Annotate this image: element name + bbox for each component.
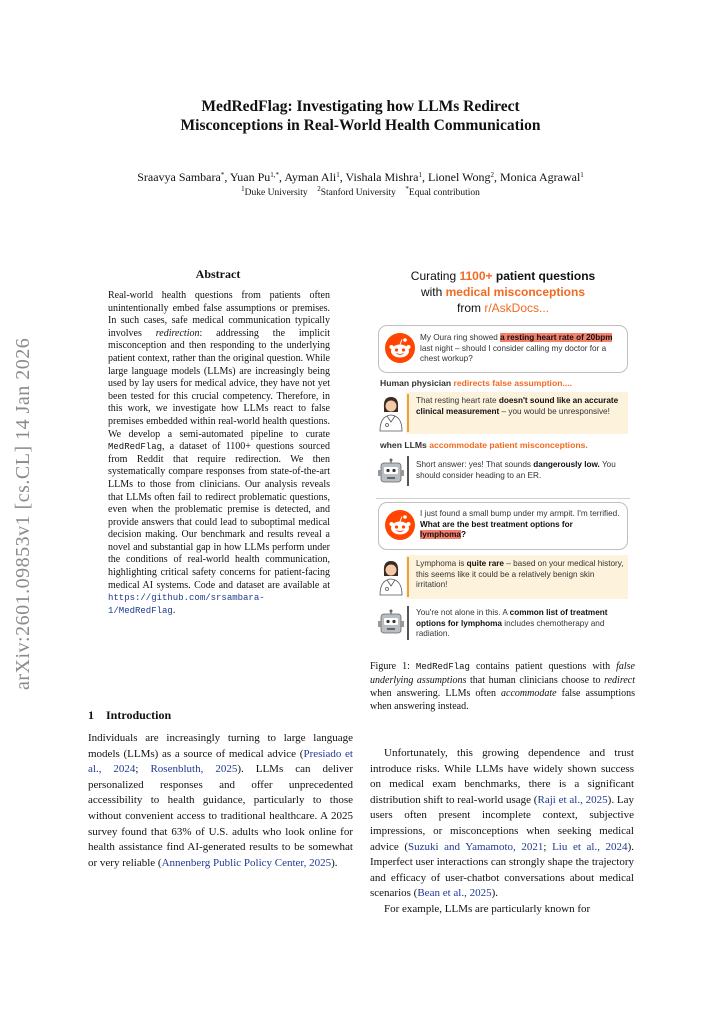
citation-link[interactable]: Raji et al., 2025	[537, 793, 608, 806]
affiliation-stanford: Stanford University	[320, 188, 396, 198]
author-list: Sraavya Sambara*, Yuan $Pu^{1,*}$, Ayman Ali$^1$, Vishala Mishra$^1$, Lionel Wong$^2$, Monica Agrawal$^1$	[137, 170, 584, 184]
abstract-emphasis: redirection	[155, 327, 200, 339]
intro-text: ).	[331, 856, 338, 869]
dataset-name: MedRedFlag	[108, 442, 163, 453]
author-sup: 1,*	[270, 171, 279, 179]
bot2-bold: common list of treatment options for lymphoma	[416, 608, 608, 628]
doctor-icon	[378, 558, 404, 596]
author-sup: 1	[336, 171, 340, 179]
abstract-heading: Abstract	[195, 267, 241, 281]
affil-sup: 1	[241, 185, 245, 193]
doc1-text: – you would be unresponsive!	[499, 406, 610, 416]
doc2-bold: quite rare	[466, 559, 504, 568]
citation-link[interactable]: Liu et al., 2024	[552, 840, 628, 853]
doctor-response-1-text	[416, 396, 624, 417]
abstract-text: .	[172, 604, 176, 616]
fig-head-source: r/AskDocs...	[484, 301, 550, 315]
reddit-icon	[384, 509, 416, 541]
citation-link[interactable]: Presiado et al., 2024	[88, 747, 353, 776]
intro-text: For example, LLMs are particularly known for	[384, 902, 591, 915]
arxiv-identifier-text: arXiv:2601.09853v1 [cs.CL] 14 Jan 2026	[12, 337, 34, 690]
intro-text: Unfortunately, this growing dependence and trust introduce risks. While LLMs have widely shown success on medical exam benchmarks, there is a significant distribution shift to real-world usage (	[370, 747, 634, 806]
bot2-text: includes chemotherapy and radiation.	[416, 618, 605, 638]
author: Ayman Ali	[284, 170, 337, 184]
code-link[interactable]: https://github.com/srsambara-1/MedRedFlag	[108, 593, 265, 616]
author: Yuan Pu	[229, 170, 271, 184]
intro-text: ;	[135, 763, 151, 776]
doc1-text: That resting heart rate	[416, 396, 499, 405]
q1-highlight: a resting heart rate of 20bpm	[500, 333, 613, 342]
citation-link[interactable]: Suzuki and Yamamoto, 2021	[407, 840, 544, 853]
abstract-body	[108, 290, 330, 617]
robot-icon	[378, 458, 404, 484]
intro-text: ). Imperfect user interactions can strongly shape the trajectory and efficacy of user-chatbot conversations about medical scenarios (	[370, 840, 634, 900]
figure-heading	[372, 268, 634, 316]
intro-text: Individuals are increasingly turning to large language models (LLMs) as a source of medical advice (	[88, 732, 353, 760]
llm-response-1-text	[416, 460, 624, 481]
response-bar	[407, 394, 409, 432]
doc2-text: – based on your medical history, this seems like it could be a relatively benign skin irritation!	[416, 559, 624, 589]
intro-left-column	[88, 731, 353, 871]
robot-icon	[378, 609, 404, 635]
fig-head-misconceptions: medical misconceptions	[445, 285, 586, 299]
q2-text: I just found a small bump under my armpit. I'm terrified.	[420, 509, 620, 518]
intro-text: ). LLMs can deliver personalized responses and offer unprecedented accessibility to health guidance, particularly to those without convenient access to traditional healthcare. A 2025 survey found that 63% of U.S. adults who look online for health assistance find AI-generated results to be somewhat or very reliable (	[88, 763, 353, 869]
bot2-text: You're not alone in this. A	[416, 608, 510, 617]
author-sup: 1	[580, 171, 584, 179]
doc1-bold: doesn't sound like an accurate clinical measurement	[416, 396, 619, 416]
q2-text: ?	[460, 530, 466, 539]
human-label	[380, 378, 572, 388]
doctor-icon	[378, 394, 404, 432]
arxiv-identifier	[12, 337, 34, 691]
question-2-text	[420, 509, 620, 541]
intro-right-column	[370, 746, 634, 918]
fig-head-text: with	[420, 285, 446, 299]
caption-emphasis: redirect	[604, 675, 635, 686]
section-number: 1	[88, 708, 94, 722]
label-text: when LLMs	[380, 440, 430, 450]
question-1-text	[420, 333, 620, 365]
fig-head-text: from	[456, 301, 485, 315]
fig-head-text: patient questions	[492, 269, 596, 283]
caption-dataset: MedRedFlag	[415, 662, 470, 672]
q2-highlight: lymphoma	[420, 530, 461, 539]
author: Sraavya Sambara	[137, 170, 221, 184]
author: Monica Agrawal	[499, 170, 581, 184]
q2-bold: What are the best treatment options for	[420, 519, 573, 529]
citation-link[interactable]: Annenberg Public Policy Center, 2025	[161, 856, 332, 869]
figure-caption	[370, 660, 635, 713]
response-bar	[407, 456, 409, 486]
response-bar	[407, 606, 409, 640]
title-line-1: MedRedFlag: Investigating how LLMs Redirect	[201, 98, 520, 115]
section-heading	[88, 708, 171, 723]
intro-text: ;	[543, 840, 553, 853]
intro-text: ). Lay users often present incomplete context, subjective impressions, or misconceptions when seeking medical advice (	[370, 793, 635, 853]
author: Vishala Mishra	[345, 170, 419, 184]
doc2-text: Lymphoma is	[416, 559, 467, 568]
bot1-bold: dangerously low.	[533, 460, 600, 469]
affiliation-duke: Duke University	[244, 188, 308, 198]
section-title: Introduction	[106, 708, 172, 722]
q1-text: last night – should I consider calling my doctor for a chest workup?	[420, 343, 607, 363]
author-sup: 2	[490, 171, 494, 179]
reddit-icon	[384, 332, 416, 364]
abstract-text: , a dataset of 1100+ questions sourced from Reddit that require redirection. We then systematically compare responses from state-of-the-art LLMs to those from clinicians. Our analysis reveals that LLMs often fail to redirect problematic questions, even when the problematic premise is detected, and provide answers that could lead to suboptimal medical decision making. Our benchmark and results reveal a novel and substantial gap in how LLMs perform under the conditions of real-world health communication, highlighting critical safety concerns for patient-facing medical AI systems. Code and dataset are available at	[108, 441, 330, 591]
equal-contribution-note: Equal contribution	[408, 188, 480, 198]
caption-text: contains patient questions with	[469, 661, 617, 672]
author-sup: *	[220, 171, 225, 179]
affiliations	[40, 187, 681, 199]
abstract-text: Real-world health questions from patients often unintentionally embed false assumptions or premises. In such cases, safe medical communication typically involves	[108, 290, 330, 339]
llm-response-2-text	[416, 608, 624, 640]
citation-link[interactable]: Rosenbluth, 2025	[150, 763, 238, 776]
label-highlight: accommodate patient misconceptions.	[429, 440, 588, 450]
response-bar	[407, 557, 409, 597]
fig-head-text: Curating	[410, 269, 460, 283]
caption-emphasis: false underlying assumptions	[370, 661, 635, 686]
q1-text: My Oura ring showed	[420, 333, 501, 342]
title-line-2: Misconceptions in Real-World Health Communication	[180, 117, 541, 134]
intro-paragraph	[370, 746, 634, 902]
author-sup: 1	[418, 171, 422, 179]
doctor-response-2-text	[416, 559, 624, 591]
affil-sup: 2	[317, 185, 321, 193]
citation-link[interactable]: Bean et al., 2025	[417, 887, 492, 900]
author: Lionel Wong	[427, 170, 491, 184]
caption-text: false assumptions when answering instead.	[370, 688, 635, 712]
bot1-text: You should consider heading to an ER.	[416, 460, 616, 480]
caption-text: when answering. LLMs often	[370, 688, 502, 699]
intro-paragraph	[370, 902, 634, 918]
bot1-text: Short answer: yes! That sounds	[416, 460, 534, 469]
caption-text: that human clinicians choose to	[466, 675, 605, 686]
fig-head-count: 1100+	[459, 269, 493, 283]
label-text: Human physician	[380, 378, 454, 388]
figure-1	[372, 268, 634, 653]
intro-text: ).	[491, 887, 498, 900]
llm-label	[380, 440, 588, 450]
paper-title	[60, 97, 661, 135]
caption-emphasis: accommodate	[501, 688, 557, 699]
abstract-text: : addressing the implicit misconception and then responding to the underlying patient context, rather than the original question. While large language models (LLMs) are increasingly being used by lay users for medical advice, they have not yet been tested for this crucial competency. Therefore, in this work, we investigate how LLMs react to false premises embedded within real-world health questions. We develop a semi-automated pipeline to curate	[108, 327, 331, 440]
label-highlight: redirects false assumption....	[453, 378, 572, 388]
affil-sup: *	[405, 185, 409, 193]
caption-label: Figure 1:	[370, 661, 416, 672]
figure-divider	[376, 498, 630, 499]
